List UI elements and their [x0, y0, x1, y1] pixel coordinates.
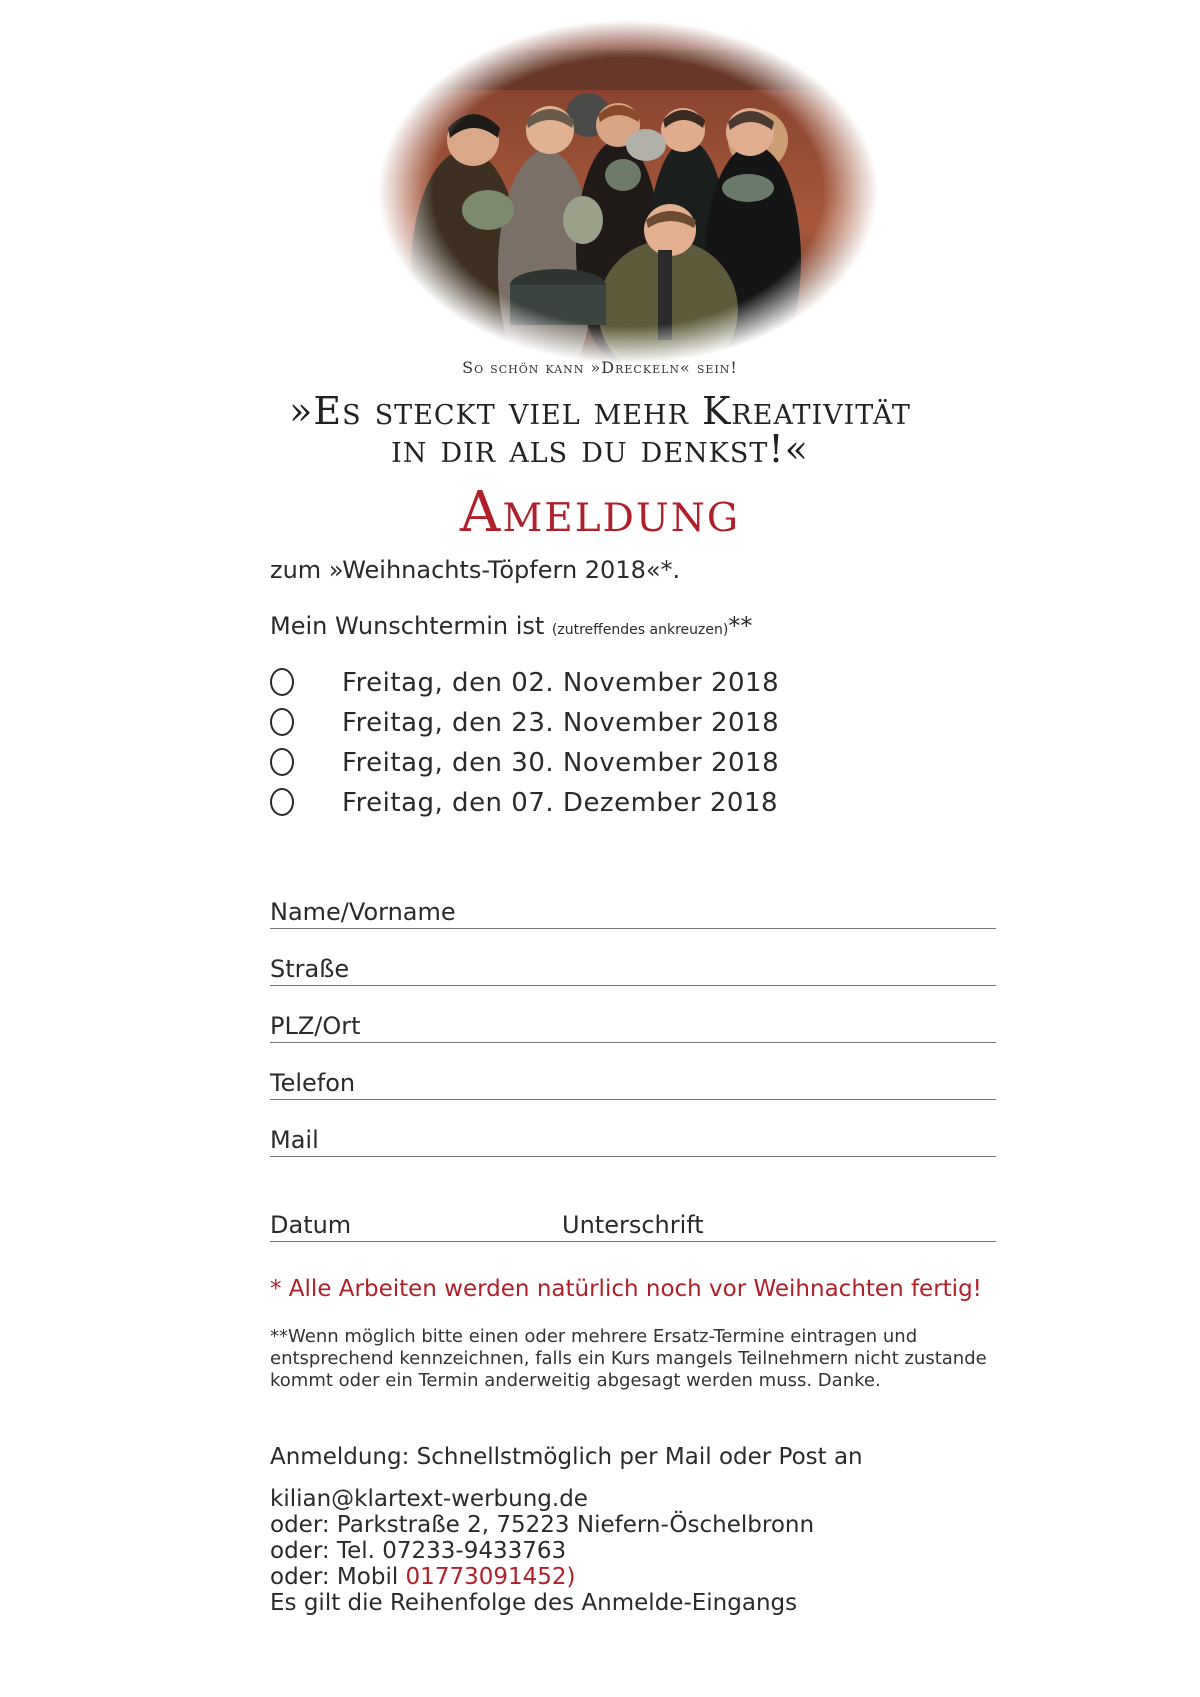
name-field[interactable]	[270, 888, 996, 929]
checkbox-circle-icon[interactable]	[270, 708, 294, 736]
contact-block	[270, 1486, 814, 1616]
date-label: Freitag, den 02. November 2018	[342, 668, 780, 698]
wish-hint: (zutreffendes ankreuzen)	[551, 622, 729, 638]
street-field[interactable]	[270, 945, 996, 986]
group-photo	[378, 20, 878, 365]
wish-text	[270, 612, 752, 640]
wish-label: Mein Wunschtermin ist	[270, 612, 545, 640]
phone-field[interactable]	[270, 1059, 996, 1100]
mail-label: Mail	[270, 1126, 319, 1154]
checkbox-circle-icon[interactable]	[270, 788, 294, 816]
street-label: Straße	[270, 955, 350, 983]
page-title: Ameldung	[459, 480, 741, 545]
city-field[interactable]	[270, 1002, 996, 1043]
contact-tel: oder: Tel. 07233-9433763	[270, 1538, 567, 1564]
date-label: Freitag, den 30. November 2018	[342, 748, 780, 778]
date-label: Freitag, den 07. Dezember 2018	[342, 788, 779, 818]
intro-text: zum »Weihnachts-Töpfern 2018«*.	[270, 556, 681, 584]
footnote-red: * Alle Arbeiten werden natürlich noch vor Weihnachten fertig!	[270, 1276, 982, 1302]
name-label: Name/Vorname	[270, 898, 456, 926]
checkbox-circle-icon[interactable]	[270, 668, 294, 696]
contact-email[interactable]: kilian@klartext-werbung.de	[270, 1486, 588, 1512]
footnote-small: **Wenn möglich bitte einen oder mehrere Ersatz-Termine eintragen und entsprechend kennzeichnen, falls ein Kurs mangels Teilnehmern nicht zustande kommt oder ein Termin anderweitig abgesagt werden muss. Danke.	[270, 1326, 987, 1391]
mobile-number[interactable]: 01773091452)	[405, 1564, 576, 1590]
phone-label: Telefon	[270, 1069, 356, 1097]
signature-label: Unterschrift	[562, 1211, 704, 1239]
mail-field[interactable]	[270, 1116, 996, 1157]
photo-caption: So schön kann »Dreckeln« sein!	[462, 358, 738, 377]
contact-mobile	[270, 1564, 814, 1590]
headline	[0, 389, 1200, 471]
date-label: Freitag, den 23. November 2018	[342, 708, 780, 738]
headline-line-2: in dir als du denkst!«	[391, 427, 809, 471]
headline-line-1: »Es steckt viel mehr Kreativität	[289, 389, 911, 433]
date-label: Datum	[270, 1211, 352, 1239]
contact-address: oder: Parkstraße 2, 75223 Niefern-Öschelbronn	[270, 1512, 815, 1538]
wish-stars: **	[728, 612, 753, 640]
mobile-prefix: oder: Mobil	[270, 1564, 406, 1590]
city-label: PLZ/Ort	[270, 1012, 361, 1040]
date-signature-field[interactable]	[270, 1201, 996, 1242]
contact-order-note: Es gilt die Reihenfolge des Anmelde-Eingangs	[270, 1590, 798, 1616]
checkbox-circle-icon[interactable]	[270, 748, 294, 776]
contact-heading: Anmeldung: Schnellstmöglich per Mail oder Post an	[270, 1444, 863, 1470]
